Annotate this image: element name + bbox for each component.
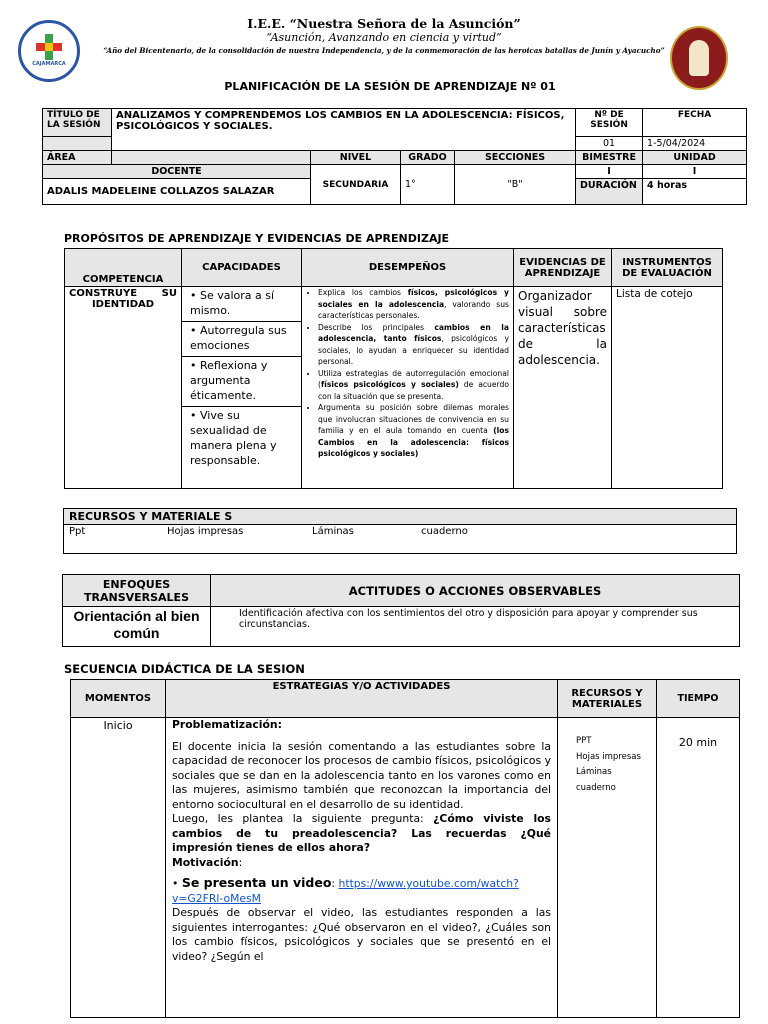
year-name: “Año del Bicentenario, de la consolidación de nuestra Independencia, y de la conmemoración de las heroicas batallas de Junín y Ayacucho” (103, 46, 665, 55)
capacidad-item: • Reflexiona y argumenta éticamente. (182, 357, 301, 407)
recurso-item: Hojas impresas (167, 526, 244, 537)
col-competencia: COMPETENCIA (65, 249, 182, 287)
page-title: PLANIFICACIÓN DE LA SESIÓN DE APRENDIZAJE Nº 01 (224, 80, 556, 93)
momento-value: Inicio (71, 718, 166, 1018)
secuencia-table (70, 679, 740, 1018)
desempeno-item: • Explica los cambios físicos, psicológicos y sociales en la adolescencia, valorando sus características personales. (318, 287, 509, 322)
nsesion-label: Nº DE SESIÓN (576, 109, 643, 137)
inicio-paragraph-3: Después de observar el video, las estudiantes responden a las siguientes interrogantes: ¿Qué observaron en el video?, ¿Cuáles son los cambio físicos, psicológicos y sociales que se presentó en el video? ¿Según el (172, 906, 551, 963)
motivacion-label: Motivación: (172, 855, 243, 869)
col-instrumentos: INSTRUMENTOS DE EVALUACIÓN (612, 249, 723, 287)
recurso-item: Ppt (69, 526, 86, 537)
titulo-label: TÍTULO DE LA SESIÓN (43, 109, 112, 137)
grado-label: GRADO (401, 151, 455, 165)
problematizacion-label: Problematización: (172, 718, 282, 731)
inicio-recurso-item: Láminas (576, 767, 612, 777)
duracion-label: DURACIÓN (576, 179, 643, 205)
capacidad-item: • Se valora a sí mismo. (182, 287, 301, 322)
nsesion-value: 01 (576, 137, 643, 151)
left-school-logo (18, 20, 80, 82)
video-line: • Se presenta un video: https://www.youtube.com/watch?v=G2FRl-oMesM (172, 875, 519, 905)
enfoque-value: Orientación al bien común (63, 607, 211, 647)
col-capacidades: CAPACIDADES (182, 249, 302, 287)
unidad-label: UNIDAD (643, 151, 747, 165)
inicio-recurso-item: PPT (576, 736, 592, 746)
col-tiempo: TIEMPO (657, 680, 740, 718)
bimestre-value: I (576, 165, 643, 179)
capacidad-item: • Autorregula sus emociones (182, 322, 301, 357)
inicio-paragraph-2: Luego, les plantea la siguiente pregunta: ¿Cómo viviste los cambios de tu preadolescencia? Las recuerdas ¿Qué impresión tienes de ellos ahora? (172, 812, 551, 854)
col-momentos: MOMENTOS (71, 680, 166, 718)
docente-label: DOCENTE (43, 165, 311, 179)
recurso-item: Láminas (312, 526, 354, 537)
duracion-value: 4 horas (643, 179, 747, 205)
enfoques-table (62, 574, 740, 647)
recurso-item: cuaderno (421, 526, 468, 537)
fecha-label: FECHA (643, 109, 747, 137)
inicio-recursos (558, 718, 657, 1018)
docente-value: ADALIS MADELEINE COLLAZOS SALAZAR (43, 179, 311, 205)
inicio-recurso-item: cuaderno (576, 782, 616, 793)
inicio-tiempo: 20 min (657, 718, 740, 1018)
recursos-heading: RECURSOS Y MATERIALE S (64, 509, 736, 525)
evidencia-value: Organizador visual sobre características de la adolescencia. (514, 287, 612, 489)
col-desempenos: DESEMPEÑOS (302, 249, 514, 287)
bimestre-label: BIMESTRE (576, 151, 643, 165)
left-logo-text: CAJAMARCA (32, 61, 66, 67)
right-school-emblem (670, 26, 728, 90)
inicio-paragraph-1: El docente inicia la sesión comentando a las estudiantes sobre la capacidad de reconocer los procesos de cambio físicos, psicológicos y sociales que se dan en la adolescencia tanto en los varones como en las mujeres, asimismo también que reconozcan la importancia del entorno sociocultural en el desarrollo de su identidad. (172, 739, 551, 811)
inicio-recurso-item: Hojas impresas (576, 751, 641, 762)
propositos-table (64, 248, 723, 489)
col-actitudes: ACTITUDES O ACCIONES OBSERVABLES (211, 575, 740, 607)
recursos-box (63, 508, 737, 554)
nivel-label: NIVEL (311, 151, 401, 165)
unidad-value: I (643, 165, 747, 179)
area-label: ÁREA (43, 151, 112, 165)
desempeno-item: • Argumenta su posición sobre dilemas morales que involucran situaciones de convivencia en su familia y en el aula tomando en cuenta (los Cambios en la adolescencia: físicos psicológicos y sociales) (318, 402, 509, 460)
col-evidencias: EVIDENCIAS DE APRENDIZAJE (514, 249, 612, 287)
fecha-value: 1-5/04/2024 (643, 137, 747, 151)
col-recursos: RECURSOS Y MATERIALES (558, 680, 657, 718)
school-name: I.E.E. “Nuestra Señora de la Asunción” (247, 16, 521, 31)
capacidad-item: • Vive su sexualidad de manera plena y responsable. (190, 409, 277, 467)
propositos-heading: PROPÓSITOS DE APRENDIZAJE Y EVIDENCIAS DE APRENDIZAJE (64, 232, 450, 245)
desempeno-item: • Describe los principales cambios en la adolescencia, tanto físicos, psicológicos y sociales, lo ayudan a enriquecer su identidad personal. (318, 322, 509, 368)
col-estrategias: ESTRATEGIAS Y/O ACTIVIDADES (166, 680, 558, 718)
video-link[interactable]: https://www.youtube.com/watch?v=G2FRl-oMesM (172, 877, 519, 905)
session-info-table (42, 108, 747, 205)
competencia-value: CONSTRUYE SU IDENTIDAD (65, 287, 182, 489)
secuencia-heading: SECUENCIA DIDÁCTICA DE LA SESION (64, 662, 305, 676)
logo-cross-icon (36, 34, 62, 60)
school-motto: “Asunción, Avanzando en ciencia y virtud” (266, 31, 502, 44)
desempeno-item: • Utiliza estrategias de autorregulación emocional (físicos psicológicos y sociales) de acuerdo con la situación que se presenta. (318, 368, 509, 403)
desempenos-list (302, 287, 514, 489)
col-enfoques: ENFOQUES TRANSVERSALES (63, 575, 211, 607)
instrumento-value: Lista de cotejo (612, 287, 723, 489)
seccion-value: "B" (455, 165, 576, 205)
secciones-label: SECCIONES (455, 151, 576, 165)
titulo-value: ANALIZAMOS Y COMPRENDEMOS LOS CAMBIOS EN LA ADOLESCENCIA: FÍSICOS, PSICOLÓGICOS Y SOCIALES. (112, 109, 576, 151)
actitud-value: Identificación afectiva con los sentimientos del otro y disposición para apoyar y comprender sus circunstancias. (211, 607, 740, 647)
inicio-content (166, 718, 558, 1018)
nivel-value: SECUNDARIA (311, 165, 401, 205)
grado-value: 1° (401, 165, 455, 205)
